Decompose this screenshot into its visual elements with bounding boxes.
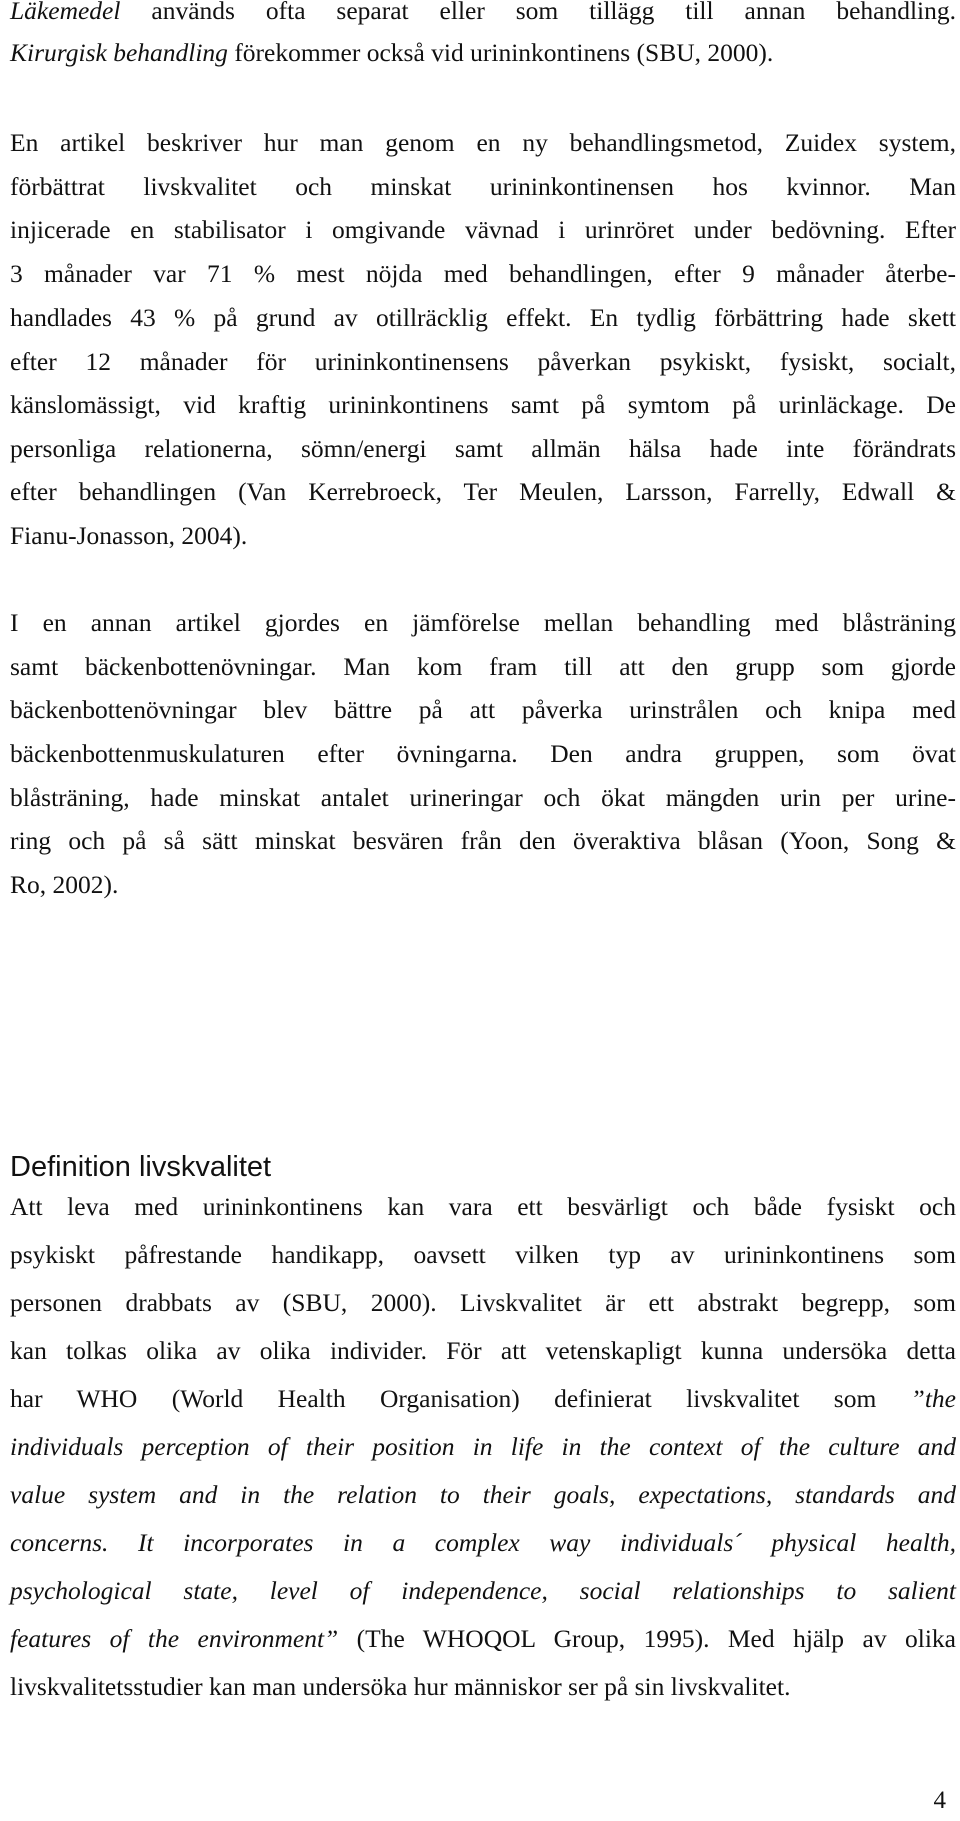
text-line: efter 12 månader för urininkontinensens påverkan psykiskt, fysiskt, socialt, xyxy=(10,347,956,376)
text-line: features of the environment” (The WHOQOL Group, 1995). Med hjälp av olika xyxy=(10,1624,956,1653)
text-line: bäckenbottenmuskulaturen efter övningarna. Den andra gruppen, som övat xyxy=(10,739,956,768)
text-line: livskvalitetsstudier kan man undersöka hur människor ser på sin livskvalitet. xyxy=(10,1672,791,1701)
text-line: I en annan artikel gjordes en jämförelse mellan behandling med blåsträning xyxy=(10,608,956,637)
italic-term: Kirurgisk behandling xyxy=(10,38,228,67)
text-line: känslomässigt, vid kraftig urininkontinens samt på symtom på urinläckage. De xyxy=(10,390,956,419)
italic-quote: psychological state, level of independence, social relationships to salient xyxy=(10,1576,956,1605)
italic-quote: features of the environment” xyxy=(10,1624,339,1653)
text-line: Fianu-Jonasson, 2004). xyxy=(10,521,248,550)
text-line: efter behandlingen (Van Kerrebroeck, Ter Meulen, Larsson, Farrelly, Edwall & xyxy=(10,477,956,506)
text-line: personliga relationerna, sömn/energi samt allmän hälsa hade inte förändrats xyxy=(10,434,956,463)
italic-term: Läkemedel xyxy=(10,0,121,25)
text-line: handlades 43 % på grund av otillräcklig effekt. En tydlig förbättring hade skett xyxy=(10,303,956,332)
document-page xyxy=(10,0,956,1821)
text-line: har WHO (World Health Organisation) definierat livskvalitet som ”the xyxy=(10,1384,956,1413)
italic-quote: value system and in the relation to their goals, expectations, standards and xyxy=(10,1480,956,1509)
text-line xyxy=(10,1480,956,1510)
text-line: personen drabbats av (SBU, 2000). Livskvalitet är ett abstrakt begrepp, som xyxy=(10,1288,956,1317)
text-line: Att leva med urininkontinens kan vara ett besvärligt och både fysiskt och xyxy=(10,1192,956,1221)
italic-quote: concerns. It incorporates in a complex way individuals´ physical health, xyxy=(10,1528,956,1557)
italic-quote: ”the xyxy=(910,1384,956,1413)
text-line: ring och på så sätt minskat besvären från den överaktiva blåsan (Yoon, Song & xyxy=(10,826,956,855)
page-number: 4 xyxy=(933,1787,946,1814)
text-line: samt bäckenbottenövningar. Man kom fram till att den grupp som gjorde xyxy=(10,652,956,681)
text-line: 3 månader var 71 % mest nöjda med behandlingen, efter 9 månader återbe- xyxy=(10,259,956,288)
text-line: psykiskt påfrestande handikapp, oavsett vilken typ av urininkontinens som xyxy=(10,1240,956,1269)
text-line: förbättrat livskvalitet och minskat urininkontinensen hos kvinnor. Man xyxy=(10,172,956,201)
text-line xyxy=(10,1432,956,1462)
text-line: injicerade en stabilisator i omgivande vävnad i urinröret under bedövning. Efter xyxy=(10,215,956,244)
text-line: Kirurgisk behandling förekommer också vid urininkontinens (SBU, 2000). xyxy=(10,38,774,67)
text-line xyxy=(10,1528,956,1558)
text-line: Läkemedel används ofta separat eller som tillägg till annan behandling. xyxy=(10,0,956,26)
text-line: kan tolkas olika av olika individer. För att vetenskapligt kunna undersöka detta xyxy=(10,1336,956,1365)
text-line: En artikel beskriver hur man genom en ny behandlingsmetod, Zuidex system, xyxy=(10,128,956,157)
text-line: Ro, 2002). xyxy=(10,870,119,899)
text-line: bäckenbottenövningar blev bättre på att påverka urinstrålen och knipa med xyxy=(10,695,956,724)
section-heading: Definition livskvalitet xyxy=(10,1151,272,1183)
text-line: blåsträning, hade minskat antalet urineringar och ökat mängden urin per urine- xyxy=(10,783,956,812)
text-line xyxy=(10,1576,956,1606)
italic-quote: individuals perception of their position in life in the context of the culture and xyxy=(10,1432,956,1461)
